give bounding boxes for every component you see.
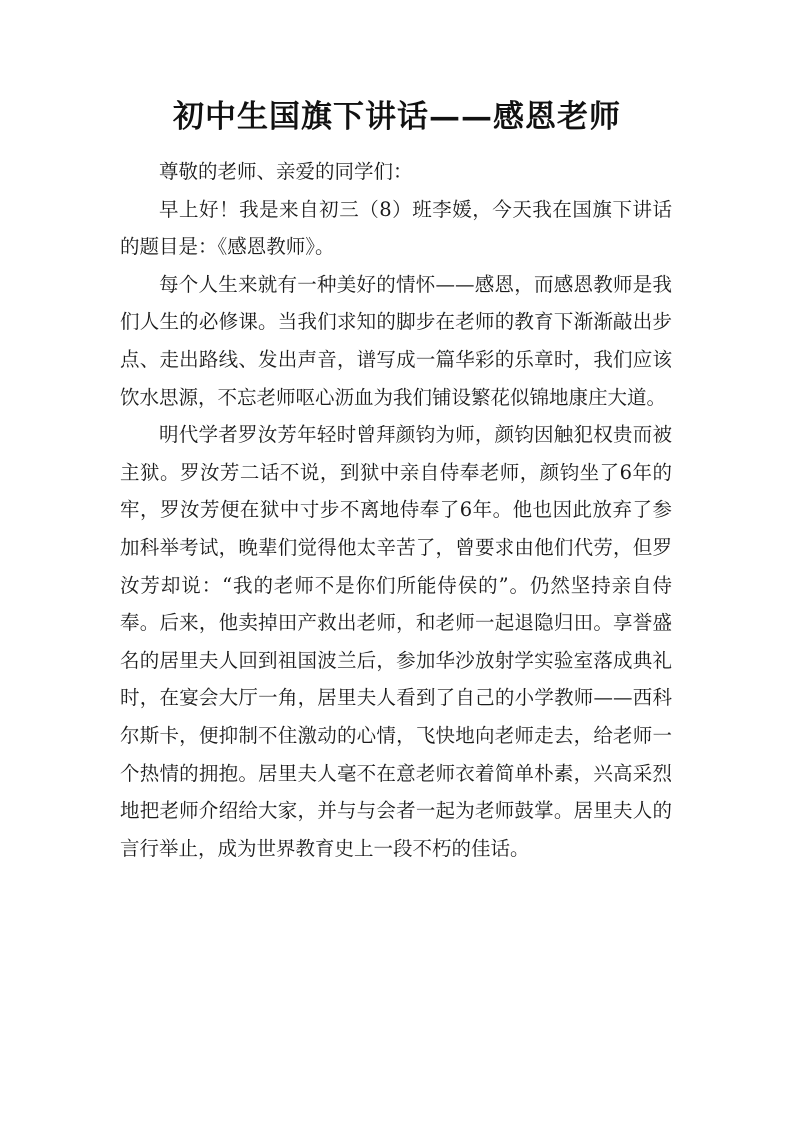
paragraph-gratitude: 每个人生来就有一种美好的情怀——感恩，而感恩教师是我们人生的必修课。当我们求知的脚步在老师的教育下渐渐敲出步点、走出路线、发出声音，谱写成一篇华彩的乐章时，我们应该饮水思源，不忘老师呕心沥血为我们铺设繁花似锦地康庄大道。 [120, 272, 672, 409]
document-body [120, 153, 672, 867]
paragraph-salutation: 尊敬的老师、亲爱的同学们： [159, 160, 413, 183]
paragraph-greeting: 早上好！我是来自初三（8）班李媛，今天我在国旗下讲话的题目是：《感恩教师》。 [120, 197, 672, 259]
page-title: 初中生国旗下讲话——感恩老师 [173, 99, 621, 135]
paragraph-stories: 明代学者罗汝芳年轻时曾拜颜钧为师，颜钧因触犯权贵而被主狱。罗汝芳二话不说，到狱中亲自侍奉老师，颜钧坐了6年的牢，罗汝芳便在狱中寸步不离地侍奉了6年。他也因此放弃了参加科举考试，晚辈们觉得他太辛苦了，曾要求由他们代劳，但罗汝芳却说：“我的老师不是你们所能侍侯的”。仍然坚持亲自侍奉。后来，他卖掉田产救出老师，和老师一起退隐归田。享誉盛名的居里夫人回到祖国波兰后，参加华沙放射学实验室落成典礼时，在宴会大厅一角，居里夫人看到了自己的小学教师——西科尔斯卡，便抑制不住激动的心情，飞快地向老师走去，给老师一个热情的拥抱。居里夫人毫不在意老师衣着简单朴素，兴高采烈地把老师介绍给大家，并与与会者一起为老师鼓掌。居里夫人的言行举止，成为世界教育史上一段不朽的佳话。 [120, 423, 672, 860]
